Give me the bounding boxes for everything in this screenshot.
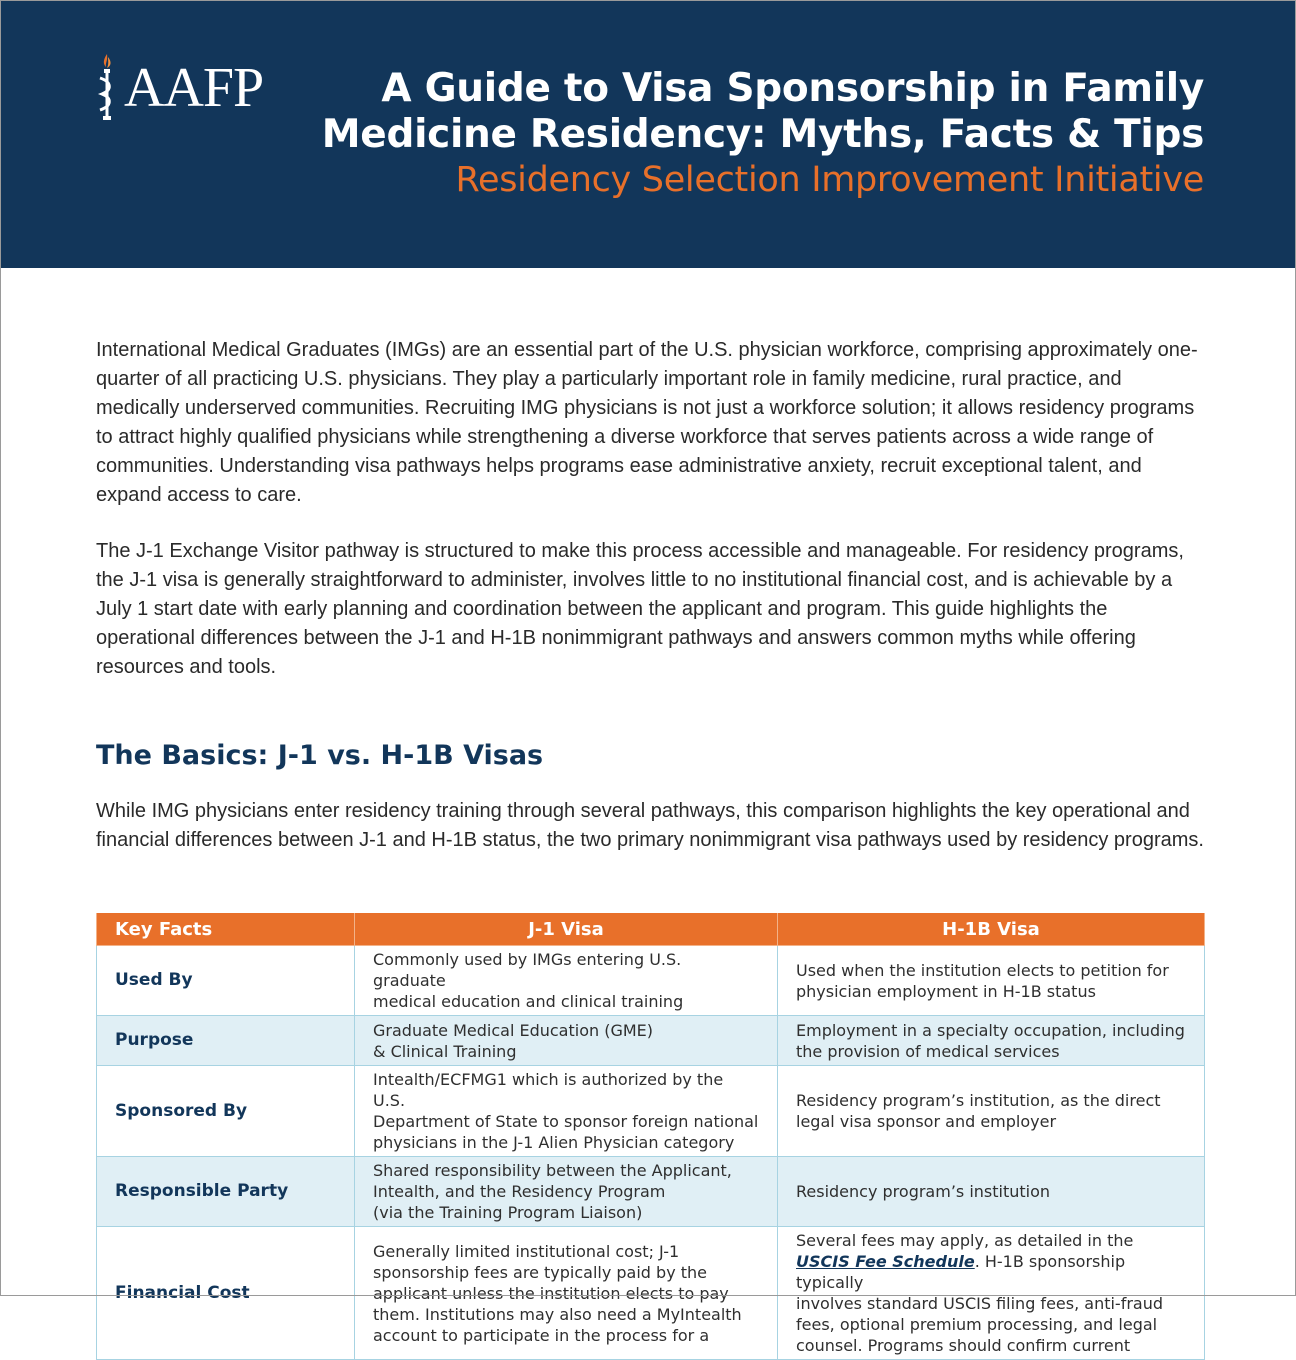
row-key: Responsible Party xyxy=(97,1157,355,1227)
row-key: Financial Cost xyxy=(97,1227,355,1360)
table-header-row xyxy=(97,913,1205,946)
row-key: Used By xyxy=(97,946,355,1016)
title-line-1: A Guide to Visa Sponsorship in Family xyxy=(381,66,1204,111)
h1b-cell: Residency program’s institution xyxy=(778,1157,1205,1227)
table-row xyxy=(97,1157,1205,1227)
header-h1b-visa: H-1B Visa xyxy=(778,913,1205,946)
j1-cell: Generally limited institutional cost; J-1 sponsorship fees are typically paid by the applicant unless the institution elects to pay them. Institutions may also need a MyIntealth account to participate in the process for a xyxy=(355,1227,778,1360)
table-row xyxy=(97,1066,1205,1157)
page-title xyxy=(322,66,1204,158)
table-row xyxy=(97,1016,1205,1066)
logo-wordmark: AAFP xyxy=(124,57,264,119)
visa-comparison-table xyxy=(96,913,1205,1360)
page-header xyxy=(0,0,1296,268)
title-line-2: Medicine Residency: Myths, Facts & Tips xyxy=(321,112,1204,157)
section-heading-basics: The Basics: J-1 vs. H-1B Visas xyxy=(96,740,544,771)
caduceus-torch-icon xyxy=(94,52,120,124)
header-key-facts: Key Facts xyxy=(97,913,355,946)
j1-cell: Shared responsibility between the Applicant, Intealth, and the Residency Program (via the Training Program Liaison) xyxy=(355,1157,778,1227)
table-row xyxy=(97,1227,1205,1360)
intro-paragraph-2: The J-1 Exchange Visitor pathway is structured to make this process accessible and manageable. For residency programs, the J-1 visa is generally straightforward to administer, involves little to no institutional financial cost, and is achievable by a July 1 start date with early planning and coordination between the applicant and program. This guide highlights the operational differences between the J-1 and H-1B nonimmigrant pathways and answers common myths while offering resources and tools. xyxy=(96,540,1184,678)
h1b-cell: Used when the institution elects to petition for physician employment in H-1B status xyxy=(778,946,1205,1016)
h1b-cell: Residency program’s institution, as the direct legal visa sponsor and employer xyxy=(778,1066,1205,1157)
uscis-fee-schedule-link[interactable]: USCIS Fee Schedule xyxy=(796,1252,975,1271)
table-row xyxy=(97,946,1205,1016)
page-subtitle: Residency Selection Improvement Initiative xyxy=(455,160,1204,200)
row-key: Sponsored By xyxy=(97,1066,355,1157)
header-j1-visa: J-1 Visa xyxy=(355,913,778,946)
j1-cell: Commonly used by IMGs entering U.S. graduate medical education and clinical training xyxy=(355,946,778,1016)
j1-cell: Intealth/ECFMG1 which is authorized by the U.S. Department of State to sponsor foreign national physicians in the J-1 Alien Physician category xyxy=(355,1066,778,1157)
intro-paragraph-1: International Medical Graduates (IMGs) are an essential part of the U.S. physician workforce, comprising approximately one-quarter of all practicing U.S. physicians. They play a particularly important role in family medicine, rural practice, and medically underserved communities. Recruiting IMG physicians is not just a workforce solution; it allows residency programs to attract highly qualified physicians while strengthening a diverse workforce that serves patients across a wide range of communities. Understanding visa pathways helps programs ease administrative anxiety, recruit exceptional talent, and expand access to care. xyxy=(96,339,1198,506)
aafp-logo[interactable] xyxy=(94,52,263,124)
j1-cell: Graduate Medical Education (GME) & Clinical Training xyxy=(355,1016,778,1066)
basics-intro-paragraph: While IMG physicians enter residency training through several pathways, this comparison highlights the key operational and financial differences between J-1 and H-1B status, the two primary nonimmigrant visa pathways used by residency programs. xyxy=(96,800,1204,851)
h1b-cell: Several fees may apply, as detailed in the USCIS Fee Schedule. H-1B sponsorship typically involves standard USCIS filing fees, anti-fraud fees, optional premium processing, and legal counsel. Programs should confirm current xyxy=(778,1227,1205,1360)
row-key: Purpose xyxy=(97,1016,355,1066)
h1b-cell: Employment in a specialty occupation, including the provision of medical services xyxy=(778,1016,1205,1066)
